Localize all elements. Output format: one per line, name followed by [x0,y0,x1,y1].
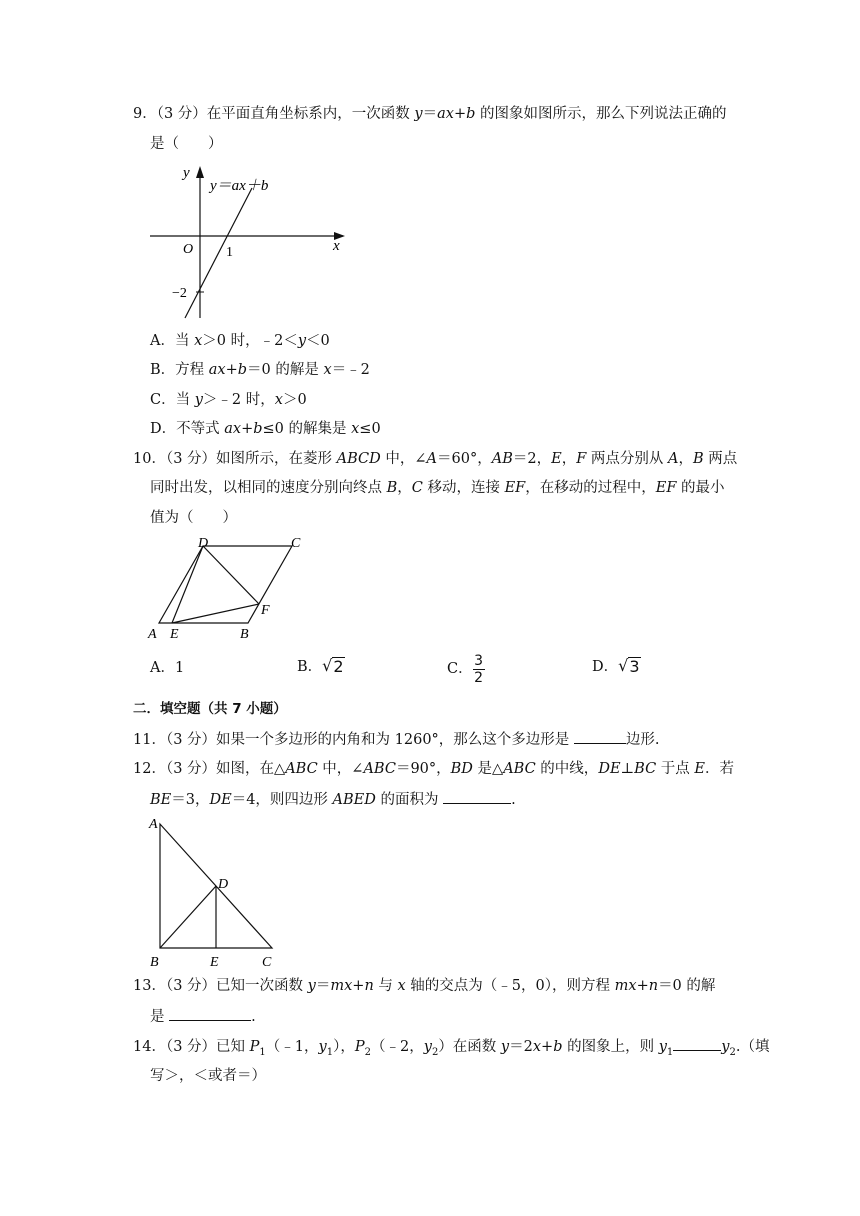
q11-blank[interactable] [574,729,626,744]
q12-triangle-figure [140,812,290,972]
q10-option-c: C． $\frac{3}{2}$ [447,652,484,686]
q10-line2: 同时出发，以相同的速度分别向终点 B，C 移动，连接 EF，在移动的过程中，EF 的最小 [150,480,725,496]
y-tick-neg2: −2 [172,286,187,301]
vertex-C: C [262,955,272,970]
vertex-D: D [198,536,209,551]
q9-line1: 9．（3 分）在平面直角坐标系内，一次函数 y＝ax+b 的图象如图所示，那么下列说法正确的 [133,106,727,122]
q13-line1: 13．（3 分）已知一次函数 y＝mx+n 与 x 轴的交点为（﹣5，0），则方程 mx+n＝0 的解 [133,978,716,994]
point-E: E [170,627,179,642]
q13-line2: 是 . [150,1006,256,1027]
q9-line2: 是（ ） [150,136,223,152]
point-F: F [261,603,270,618]
q11-line: 11．（3 分）如果一个多边形的内角和为 1260°，那么这个多边形是 边形. [133,729,660,750]
point-D: D [218,877,229,892]
vertex-A: A [149,817,158,832]
q12-line2: BE＝3，DE＝4，则四边形 ABED 的面积为 . [150,789,516,810]
q9-graph [140,158,360,328]
point-E: E [210,955,219,970]
q9-option-a: A．当 x＞0 时，﹣2＜y＜0 [150,333,330,349]
q10-option-d: D．√ 3 [592,656,640,676]
x-tick-1: 1 [226,245,233,260]
vertex-B: B [240,627,249,642]
vertex-B: B [150,955,159,970]
y-axis-label: y [183,165,190,181]
origin-label: O [183,242,194,257]
q10-option-b: B．√ 2 [297,656,344,676]
function-label: y＝ax＋b [210,178,269,194]
x-axis-label: x [333,238,340,254]
q14-line2: 写＞，＜或者＝） [150,1068,266,1084]
q12-blank[interactable] [443,789,511,804]
q10-rhombus-figure [140,530,320,645]
section-heading: 二．填空题（共 7 小题） [133,701,287,717]
q10-line3: 值为（ ） [150,510,237,526]
vertex-C: C [291,536,301,551]
q9-option-b: B．方程 ax+b＝0 的解是 x＝﹣2 [150,362,370,378]
q14-line1: 14．（3 分）已知 $P_1(﹣1$，$y_1$），$P_2(﹣2$，$y_2$）在函数 y＝2x+b 的图象上，则 $y_1$ $y_2$.（填 [133,1036,769,1063]
q13-blank[interactable] [169,1006,251,1021]
vertex-A: A [148,627,157,642]
q14-blank[interactable] [673,1036,721,1051]
q10-line1: 10．（3 分）如图所示，在菱形 ABCD 中，∠A＝60°，AB＝2，E，F 两点分别从 A，B 两点 [133,451,738,467]
q10-option-a: A．1 [150,660,185,676]
q9-option-d: D．不等式 ax+b≤0 的解集是 x≤0 [150,421,381,437]
q12-line1: 12．（3 分）如图，在△ABC 中，∠ABC＝90°，BD 是△ABC 的中线，DE⊥BC 于点 E．若 [133,761,735,777]
q9-option-c: C．当 y＞﹣2 时，x＞0 [150,392,307,408]
